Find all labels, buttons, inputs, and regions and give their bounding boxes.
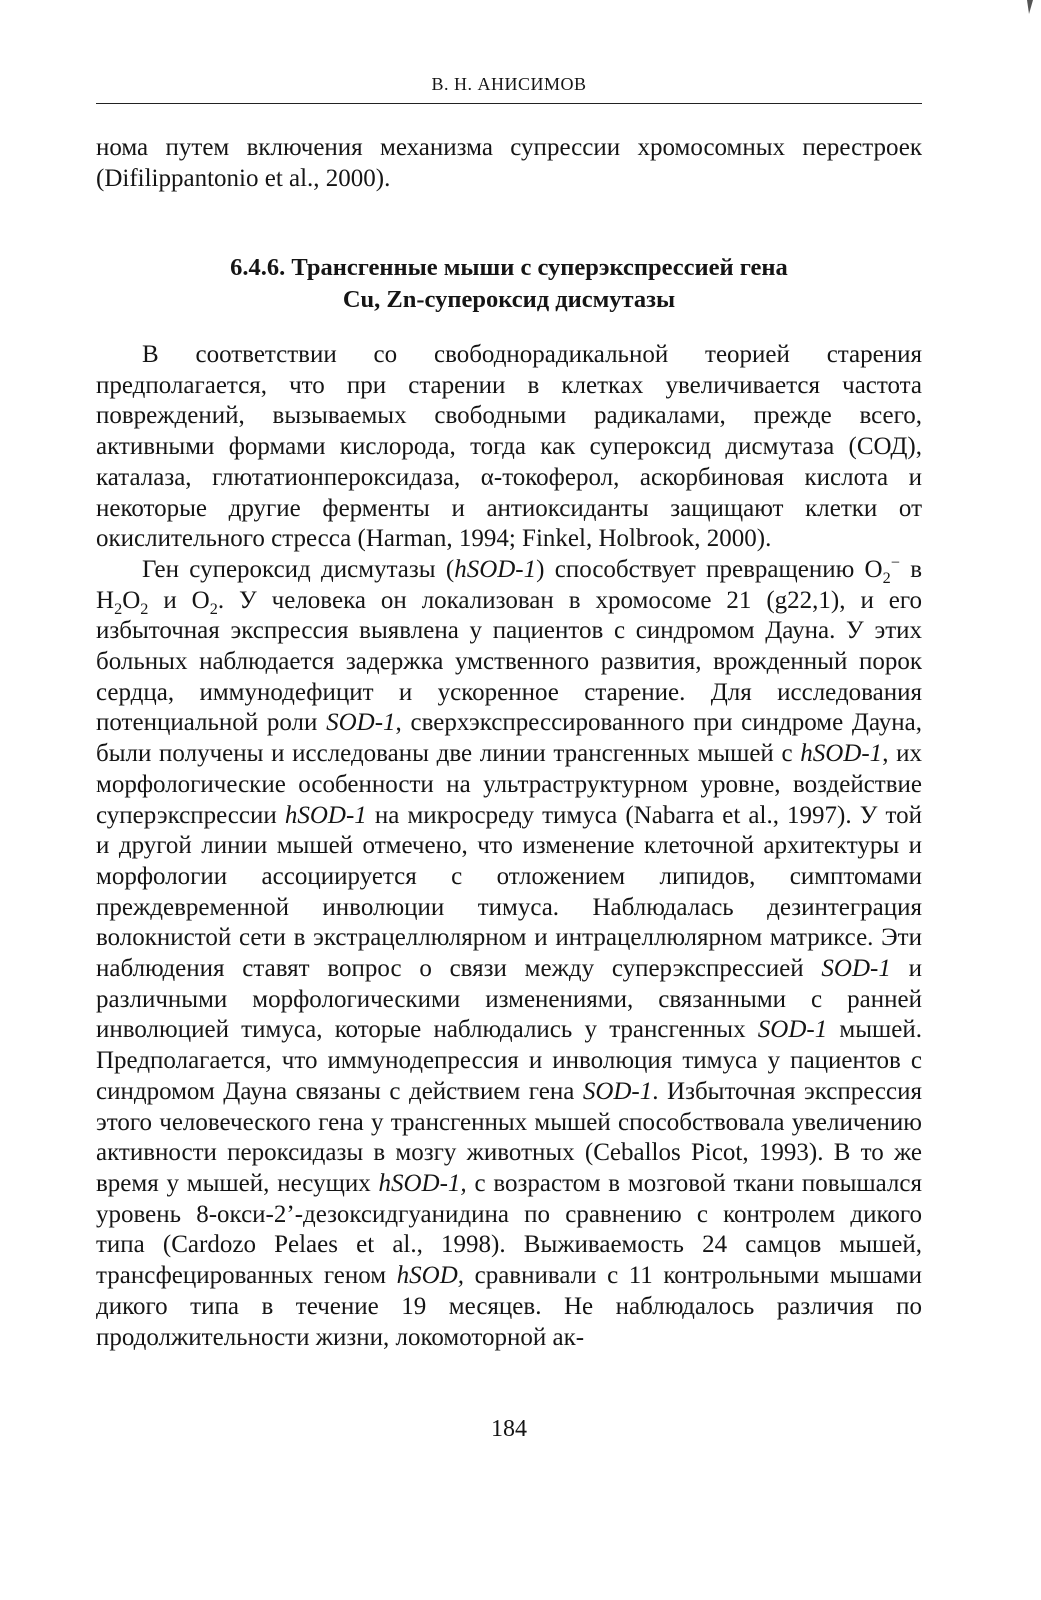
subscript: 2 bbox=[140, 599, 149, 618]
text-run: и различными морфологическими изменениями, связанными с ранней инволюцией тимуса, которые наблюдались у трансгенных bbox=[96, 955, 922, 1044]
gene-name: SOD-1 bbox=[757, 1016, 828, 1044]
subscript: 2 bbox=[209, 599, 218, 618]
text-run: и O bbox=[148, 586, 210, 614]
text-run: . У человека он локализован в хромосоме 21 (g22,1), и его избыточная экспрессия выявлена у пациентов с синдромом Дауна. У этих больных наблюдается задержка умственного развития, врожденный порок сердца, иммунодефицит и ускоренное старение. Для исследования потенциальной роли bbox=[96, 586, 923, 737]
header-rule bbox=[96, 103, 922, 104]
gene-name: SOD-1 bbox=[582, 1077, 653, 1105]
subscript: 2 bbox=[882, 568, 891, 587]
continuation-text: нома путем включения механизма супрессии хромосомных перестроек (Difilippantonio et al., 2000). bbox=[96, 134, 922, 192]
text-run: , их морфологические особенности на ультраструктурном уровне, воздействие суперэкспрессии bbox=[96, 740, 922, 829]
superscript: − bbox=[890, 553, 900, 572]
book-page bbox=[96, 0, 922, 1600]
gene-name: hSOD-1 bbox=[800, 740, 883, 768]
text-run: мышей. Предполагается, что иммунодепрессия и инволюция тимуса у пациентов с синдромом Дауна связаны с действием гена bbox=[96, 1016, 923, 1105]
page-number: 184 bbox=[491, 1416, 527, 1442]
gene-name: hSOD-1, bbox=[378, 1169, 467, 1197]
gene-name: hSOD-1 bbox=[284, 801, 367, 829]
text-run: , сверхэкспрессированного при синдроме Дауна, были получены и исследованы две линии трансгенных мышей с bbox=[96, 709, 922, 768]
body-text bbox=[96, 340, 922, 1353]
gene-name: hSOD-1 bbox=[454, 555, 537, 583]
text-run: в H bbox=[96, 555, 922, 614]
paragraph-2 bbox=[96, 555, 922, 1353]
continuation-paragraph bbox=[96, 133, 922, 194]
gene-name: SOD-1 bbox=[326, 709, 396, 737]
paragraph-1: В соответствии со свободнорадикальной теорией старения предполагается, что при старении в клетках увеличивается частота повреждений, вызываемых свободными радикалами, прежде всего, активными формами кислорода, тогда как супероксид дисмутаза (СОД), каталаза, глютатионпероксидаза, α-токоферол, аскорбиновая кислота и некоторые другие ферменты и антиоксиданты защищают клетки от окислительного стресса (Harman, 1994; Finkel, Holbrook, 2000). bbox=[96, 341, 922, 553]
text-run: с возрастом в мозговой ткани повышался уровень 8-окси-2’-дезоксидгуанидина по сравнению с контролем дикого типа (Cardozo Pelaes et al., 1998). Выживаемость 24 самцов мышей, трансфецированных геном bbox=[96, 1169, 923, 1290]
running-head: В. Н. АНИСИМОВ bbox=[431, 74, 587, 94]
subscript: 2 bbox=[114, 599, 123, 618]
section-heading bbox=[96, 252, 922, 316]
text-run: ) способствует превращению O bbox=[536, 555, 883, 583]
text-run: Ген супероксид дисмутазы ( bbox=[142, 555, 455, 583]
gene-name: hSOD, bbox=[396, 1262, 465, 1290]
text-run: . Избыточная экспрессия этого человеческого гена у трансгенных мышей способствовала увеличению активности пероксидазы в мозгу животных (Ceballos Picot, 1993). В то же время у мышей, несущих bbox=[96, 1077, 922, 1197]
text-run: сравнивали с 11 контрольными мышами дикого типа в течение 19 месяцев. Не наблюдалось различия по продолжительности жизни, локомоторной ак- bbox=[96, 1262, 923, 1351]
section-title-line2: Cu, Zn-супероксид дисмутазы bbox=[342, 286, 676, 313]
text-run: O bbox=[122, 586, 141, 614]
section-title-line1: 6.4.6. Трансгенные мыши с суперэкспрессией гена bbox=[230, 254, 788, 281]
scan-edge-mark bbox=[1023, 0, 1033, 14]
text-run: на микросреду тимуса (Nabarra et al., 1997). У той и другой линии мышей отмечено, что изменение клеточной архитектуры и морфологии ассоциируется с отложением липидов, симптомами преждевременной инволюции тимуса. Наблюдалась дезинтеграция волокнистой сети в экстрацеллюлярном и интрацеллюлярном матриксе. Эти наблюдения ставят вопрос о связи между суперэкспрессией bbox=[96, 801, 922, 983]
gene-name: SOD-1 bbox=[821, 955, 891, 983]
